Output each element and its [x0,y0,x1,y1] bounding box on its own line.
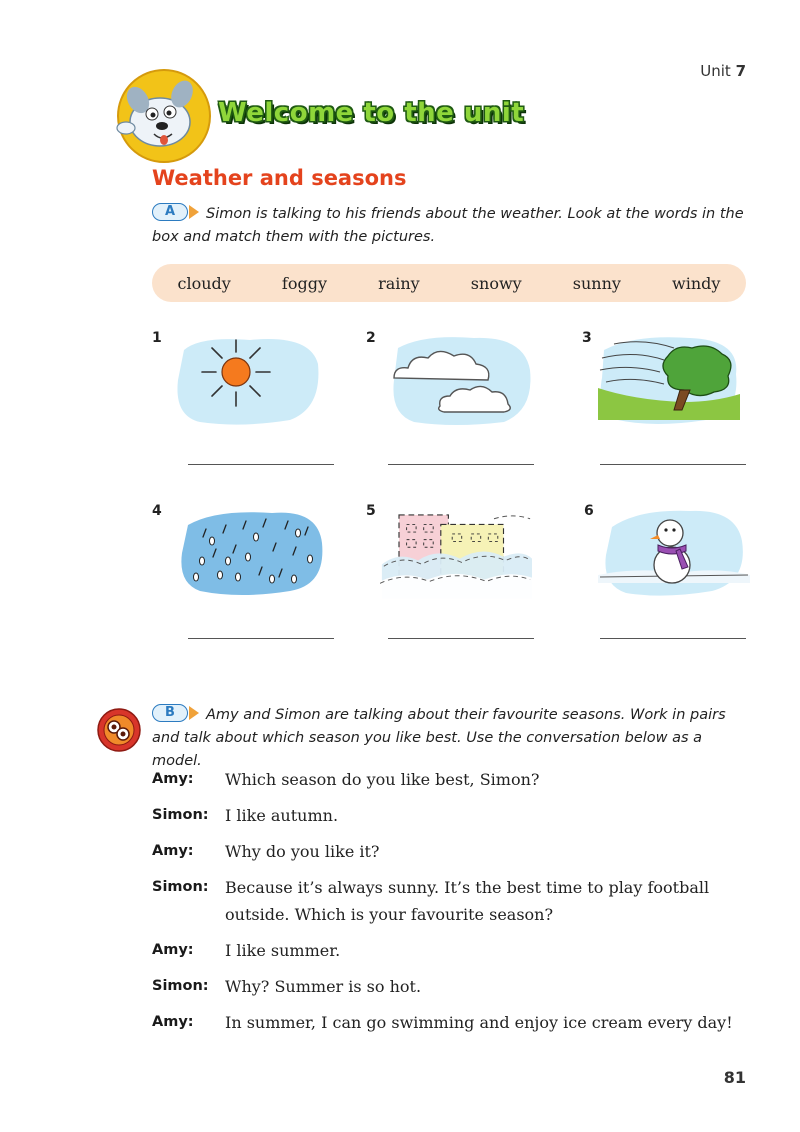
snowman-icon [598,503,750,601]
sun-icon [170,330,322,428]
answer-line-2[interactable] [388,464,534,465]
word-windy: windy [672,273,721,293]
answer-line-5[interactable] [388,638,534,639]
unit-title: Welcome to the unit [218,98,525,128]
picture-number-5: 5 [366,503,376,519]
unit-label [700,62,746,80]
clouds-icon [384,330,536,428]
speaker: Amy: [152,771,194,787]
dialogue-turn [152,838,752,865]
picture-number-4: 4 [152,503,162,519]
speaker: Simon: [152,807,209,823]
instruction-a-text: Simon is talking to his friends about the weather. Look at the words in the box and match them with the pictures. [152,206,744,245]
dialogue-turn [152,937,752,964]
word-snowy: snowy [470,273,522,293]
speaker: Simon: [152,879,209,895]
word-sunny: sunny [572,273,621,293]
section-title: Weather and seasons [152,166,407,190]
unit-word: Unit [700,62,731,80]
dialogue-turn [152,802,752,829]
picture-number-3: 3 [582,330,592,346]
badge-b [152,704,198,722]
play-arrow-icon [189,706,199,720]
dialogue-line: Because it’s always sunny. It’s the best time to play football outside. Which is your favourite season? [225,878,710,924]
dialogue-line: Which season do you like best, Simon? [225,770,540,789]
dialogue-turn [152,766,752,793]
answer-line-4[interactable] [188,638,334,639]
dialogue-turn [152,973,752,1000]
dog-mascot-icon [112,66,212,166]
speaker: Amy: [152,942,194,958]
unit-number: 7 [735,62,746,80]
speaker: Simon: [152,978,209,994]
play-arrow-icon [189,205,199,219]
word-cloudy: cloudy [177,273,231,293]
speaker: Amy: [152,843,194,859]
picture-number-2: 2 [366,330,376,346]
word-foggy: foggy [281,273,327,293]
word-box [152,264,746,302]
rain-icon [176,503,328,601]
answer-line-3[interactable] [600,464,746,465]
answer-line-1[interactable] [188,464,334,465]
fog-icon [380,503,532,601]
word-rainy: rainy [378,273,420,293]
badge-b-label: B [152,704,188,722]
dialogue-turn [152,1009,752,1036]
speaker: Amy: [152,1014,194,1030]
instruction-b-text: Amy and Simon are talking about their favourite seasons. Work in pairs and talk about which season you like best. Use the conversation below as a model. [152,707,726,769]
dialogue-line: Why do you like it? [225,842,380,861]
dialogue-line: Why? Summer is so hot. [225,977,422,996]
answer-line-6[interactable] [600,638,746,639]
windy-tree-icon [594,330,746,428]
dialogue-line: I like autumn. [225,806,339,825]
pair-work-icon [96,707,142,753]
instruction-a [152,203,752,249]
dialogue-line: I like summer. [225,941,341,960]
badge-a-label: A [152,203,188,221]
dialogue-line: In summer, I can go swimming and enjoy ice cream every day! [225,1013,733,1032]
badge-a [152,203,198,221]
dialogue [152,766,752,1045]
picture-number-1: 1 [152,330,162,346]
picture-number-6: 6 [584,503,594,519]
page-number: 81 [723,1068,746,1087]
dialogue-turn [152,874,752,928]
instruction-b [152,704,752,773]
